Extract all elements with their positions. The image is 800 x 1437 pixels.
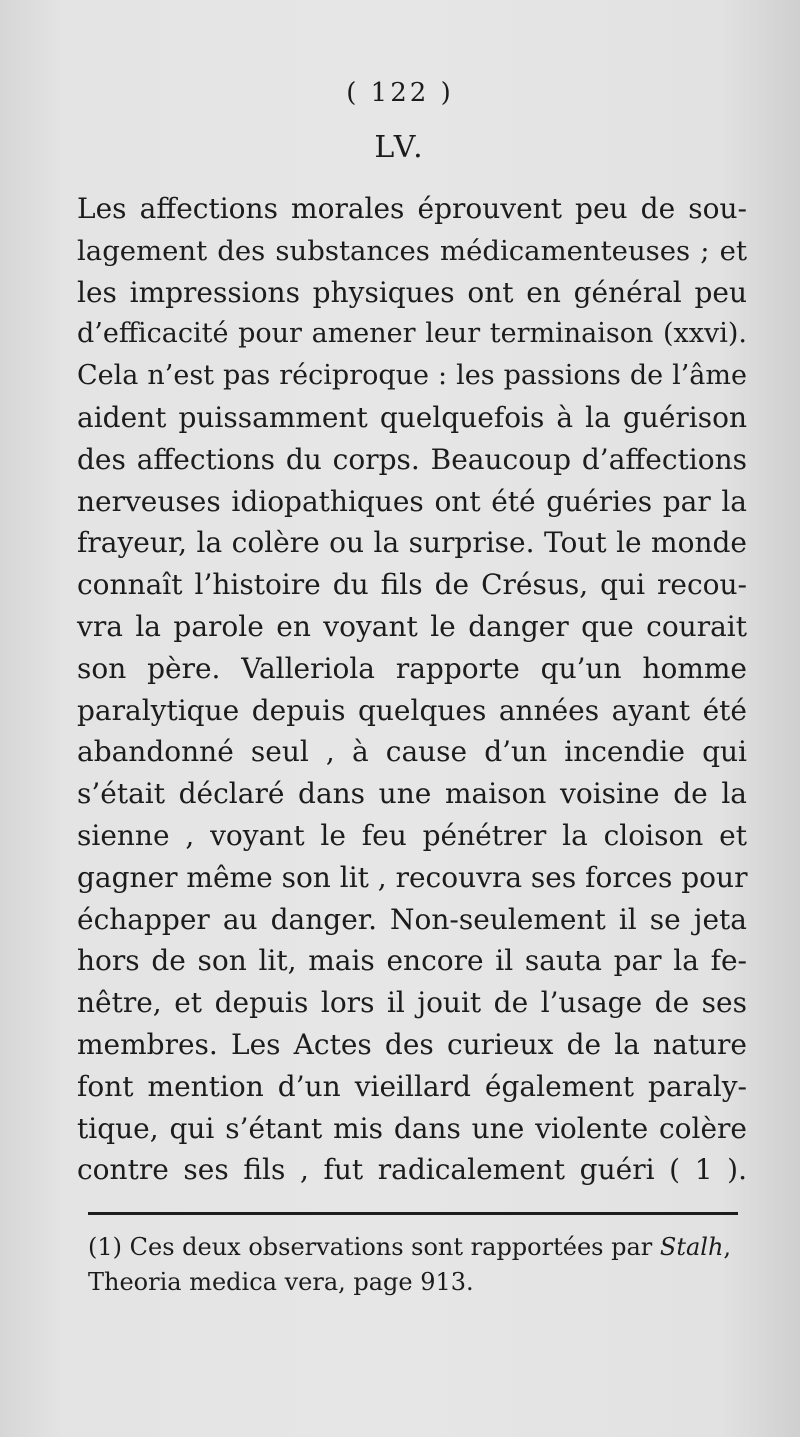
section-heading: LV. (374, 130, 426, 165)
body-line: hors de son lit, mais encore il sauta par la fe- (77, 944, 747, 978)
body-line: paralytique depuis quelques années ayant été (77, 693, 747, 727)
footnote-line-2: Theoria medica vera, page 913. (88, 1268, 474, 1296)
body-line: lagement des substances médicamenteuses ; et (77, 234, 747, 267)
body-line: des affections du corps. Beaucoup d’affections (77, 442, 747, 476)
body-line: vra la parole en voyant le danger que courait (77, 610, 747, 643)
body-line: frayeur, la colère ou la surprise. Tout le monde (77, 526, 747, 560)
footnote-text: (1) Ces deux observations sont rapportées par (88, 1233, 660, 1261)
footnote-author: Stalh (659, 1233, 724, 1261)
footnote-line-1 (88, 1230, 748, 1264)
body-line: contre ses fils , fut radicalement guéri ( 1 ). (77, 1153, 747, 1187)
page-number: ( 122 ) (346, 78, 454, 108)
body-line: abandonné seul , à cause d’un incendie qui (77, 735, 747, 769)
body-line: son père. Valleriola rapporte qu’un homme (77, 651, 747, 685)
body-line: connaît l’histoire du fils de Crésus, qui recou- (77, 568, 747, 602)
body-line: nerveuses idiopathiques ont été guéries par la (77, 484, 747, 518)
body-line: Les affections morales éprouvent peu de sou- (77, 192, 747, 225)
body-line: s’était déclaré dans une maison voisine de la (77, 777, 747, 811)
body-line: gagner même son lit , recouvra ses forces pour (77, 860, 748, 894)
body-line: font mention d’un vieillard également paraly- (77, 1069, 747, 1103)
footnote-divider (88, 1212, 738, 1215)
body-line: échapper au danger. Non-seulement il se jeta (77, 902, 747, 936)
body-line: aident puissamment quelquefois à la guérison (77, 401, 747, 434)
body-line: sienne , voyant le feu pénétrer la cloison et (77, 819, 747, 852)
body-line: nêtre, et depuis lors il jouit de l’usage de ses (77, 986, 747, 1020)
body-line: tique, qui s’étant mis dans une violente colère (77, 1111, 747, 1145)
body-line: d’efficacité pour amener leur terminaison (xxvi). (77, 318, 747, 350)
body-line: membres. Les Actes des curieux de la nature (77, 1028, 747, 1061)
footnote-punct: , (723, 1233, 732, 1261)
body-line: les impressions physiques ont en général peu (77, 275, 747, 309)
body-line: Cela n’est pas réciproque : les passions de l’âme (77, 360, 747, 392)
